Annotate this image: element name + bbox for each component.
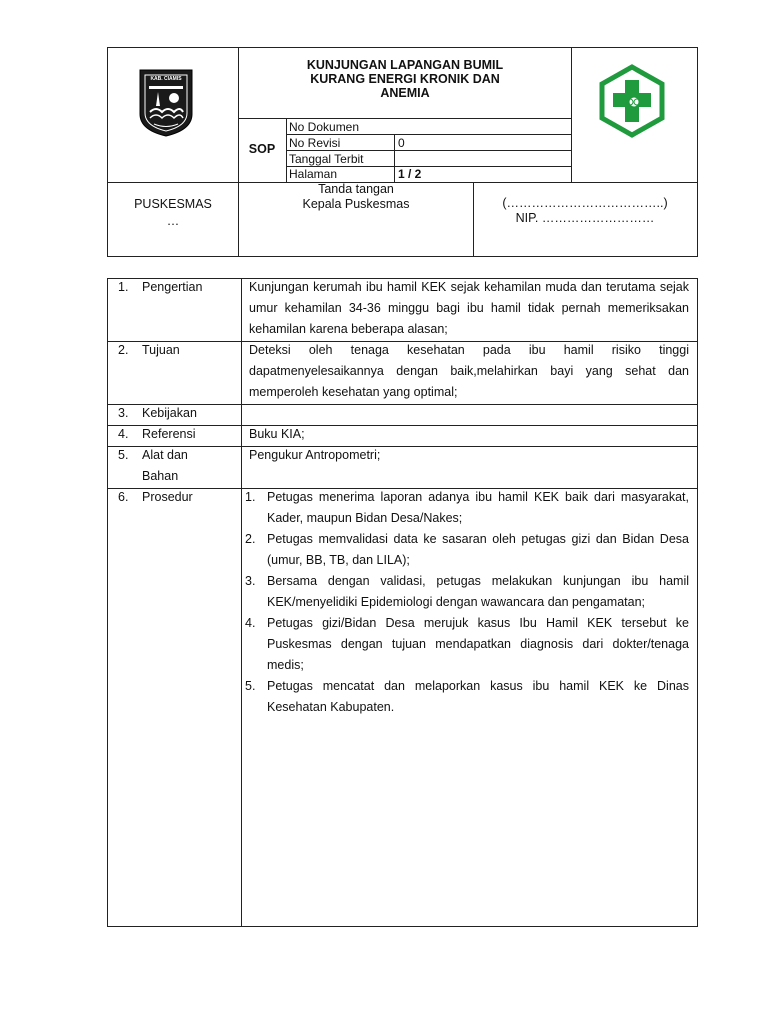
pengertian-text: Kunjungan kerumah ibu hamil KEK sejak kehamilan muda dan terutama sejak umur kehamilan 34-36 minggu bagi ibu hamil tidak pernah memeriksakan kehamilan karena beberapa alasan; — [249, 280, 689, 336]
row-label-kebijakan — [118, 403, 197, 424]
puskesmas-line: … — [166, 214, 180, 228]
title-line: ANEMIA — [380, 86, 430, 100]
row-label: Referensi — [142, 427, 196, 441]
signature-caption — [238, 182, 474, 212]
row-label-alat-bahan — [118, 445, 188, 487]
procedure-step — [245, 487, 689, 529]
procedure-step — [245, 613, 689, 676]
signature-line: Kepala Puskesmas — [302, 197, 410, 211]
field-label-tanggal-terbit: Tanggal Terbit — [289, 152, 364, 166]
tujuan-text: Deteksi oleh tenaga kesehatan pada ibu hamil risiko tinggi dapatmenyelesaikannya dengan baik,melahirkan bayi yang sehat dan memperoleh kesehatan yang optimal; — [249, 343, 689, 399]
step-text: Petugas menerima laporan adanya ibu hamil KEK baik dari masyarakat, Kader, maupun Bidan Desa/Nakes; — [267, 490, 689, 525]
procedure-step — [245, 676, 689, 718]
signature-line: Tanda tangan — [318, 182, 394, 196]
regency-crest-icon — [136, 66, 196, 143]
step-text: Petugas mencatat dan melaporkan kasus ibu hamil KEK ke Dinas Kesehatan Kabupaten. — [267, 679, 689, 714]
procedure-step — [245, 571, 689, 613]
field-label-no-revisi: No Revisi — [289, 136, 341, 150]
title-line: KURANG ENERGI KRONIK DAN — [310, 72, 500, 86]
procedure-list — [245, 487, 689, 718]
step-number: 5. — [245, 679, 256, 693]
puskesmas-logo-icon — [597, 64, 667, 143]
row-label: Prosedur — [142, 490, 193, 504]
row-number: 5. — [118, 448, 129, 462]
title-line: KUNJUNGAN LAPANGAN BUMIL — [306, 58, 504, 72]
field-value-no-revisi: 0 — [398, 136, 405, 150]
step-text: Petugas gizi/Bidan Desa merujuk kasus Ibu Hamil KEK tersebut ke Puskesmas dengan tujuan mendapatkan diagnosis dari dokter/tenaga medis; — [267, 616, 689, 672]
nip-name-line: (………………………………..) — [502, 196, 668, 210]
step-number: 4. — [245, 616, 256, 630]
referensi-text: Buku KIA; — [249, 427, 305, 441]
row-number: 2. — [118, 343, 129, 357]
field-label-halaman: Halaman — [289, 167, 338, 181]
sop-label: SOP — [248, 142, 276, 156]
document-title — [238, 58, 572, 100]
row-label-prosedur — [118, 487, 193, 508]
step-number: 3. — [245, 574, 256, 588]
row-number: 1. — [118, 280, 129, 294]
procedure-step — [245, 529, 689, 571]
step-text: Petugas memvalidasi data ke sasaran oleh petugas gizi dan Bidan Desa (umur, BB, TB, dan LILA); — [267, 532, 689, 567]
crest-text: KAB. CIAMIS — [150, 76, 182, 82]
puskesmas-name — [108, 196, 238, 230]
field-label-no-dokumen: No Dokumen — [289, 120, 360, 134]
step-text: Bersama dengan validasi, petugas melakukan kunjungan ibu hamil KEK/menyelidiki Epidemiologi dengan wawancara dan pengamatan; — [267, 574, 689, 609]
row-label-referensi — [118, 424, 196, 445]
step-number: 1. — [245, 490, 256, 504]
row-number: 3. — [118, 406, 129, 420]
nip-number-line: NIP. ……………………… — [515, 211, 655, 225]
alat-bahan-text: Pengukur Antropometri; — [249, 448, 381, 462]
row-label: Bahan — [142, 469, 179, 483]
row-label: Kebijakan — [142, 406, 197, 420]
row-label-tujuan — [118, 340, 180, 361]
row-label: Pengertian — [142, 280, 203, 294]
puskesmas-line: PUSKESMAS — [134, 197, 212, 211]
row-label: Alat dan — [142, 448, 188, 462]
row-number: 6. — [118, 490, 129, 504]
nip-block — [474, 196, 696, 226]
row-number: 4. — [118, 427, 129, 441]
row-label: Tujuan — [142, 343, 180, 357]
row-label-pengertian — [118, 277, 202, 298]
field-value-halaman: 1 / 2 — [398, 167, 422, 181]
step-number: 2. — [245, 532, 256, 546]
